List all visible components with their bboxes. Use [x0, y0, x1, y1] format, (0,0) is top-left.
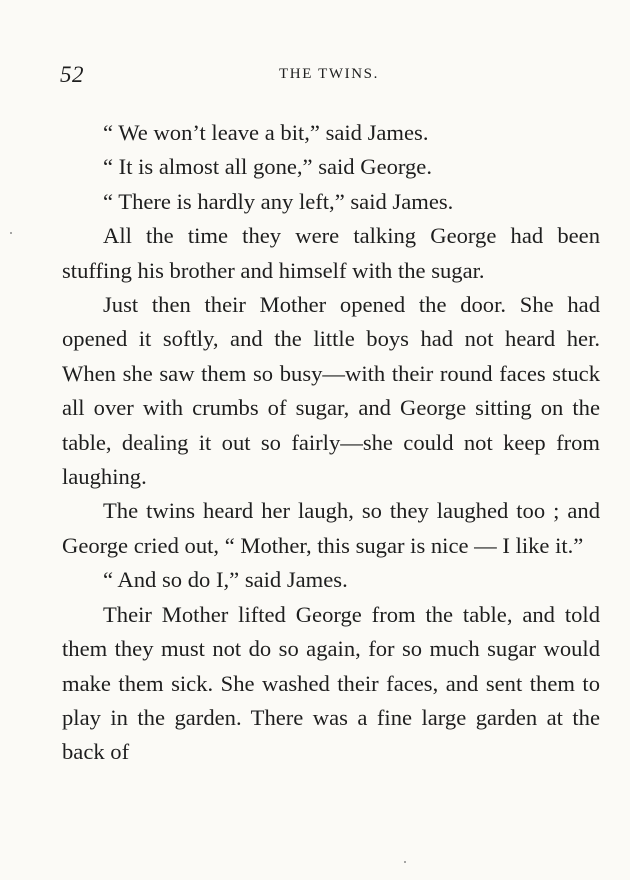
paragraph-2: “ It is almost all gone,” said George.: [103, 154, 432, 180]
paragraph-1: “ We won’t leave a bit,” said James.: [103, 120, 429, 145]
page-header: [58, 62, 600, 92]
paragraph-6: The twins heard her laugh, so they laughed too ; and George cried out, “ Mother, this sugar is nice — I like it.”: [62, 498, 600, 558]
paragraph-3: “ There is hardly any left,” said James.: [103, 188, 454, 214]
page-number: 52: [60, 62, 84, 87]
running-head: THE TWINS.: [279, 66, 379, 82]
paragraph-7: “ And so do I,” said James.: [103, 567, 348, 593]
body-text: [62, 116, 600, 770]
paper-speck: [10, 232, 12, 234]
paragraph-4: All the time they were talking George had been stuffing his brother and himself with the sugar.: [62, 223, 600, 283]
paper-speck: [404, 861, 406, 863]
paragraph-8: Their Mother lifted George from the table, and told them they must not do so again, for so much sugar would make them sick. She washed their faces, and sent them to play in the garden. There was a fine large garden at the back of: [62, 601, 600, 765]
paragraph-5: Just then their Mother opened the door. She had opened it softly, and the little boys had not heard her. When she saw them so busy—with their round faces stuck all over with crumbs of sugar, and George sitting on the table, dealing it out so fairly—she could not keep from laughing.: [62, 292, 600, 490]
